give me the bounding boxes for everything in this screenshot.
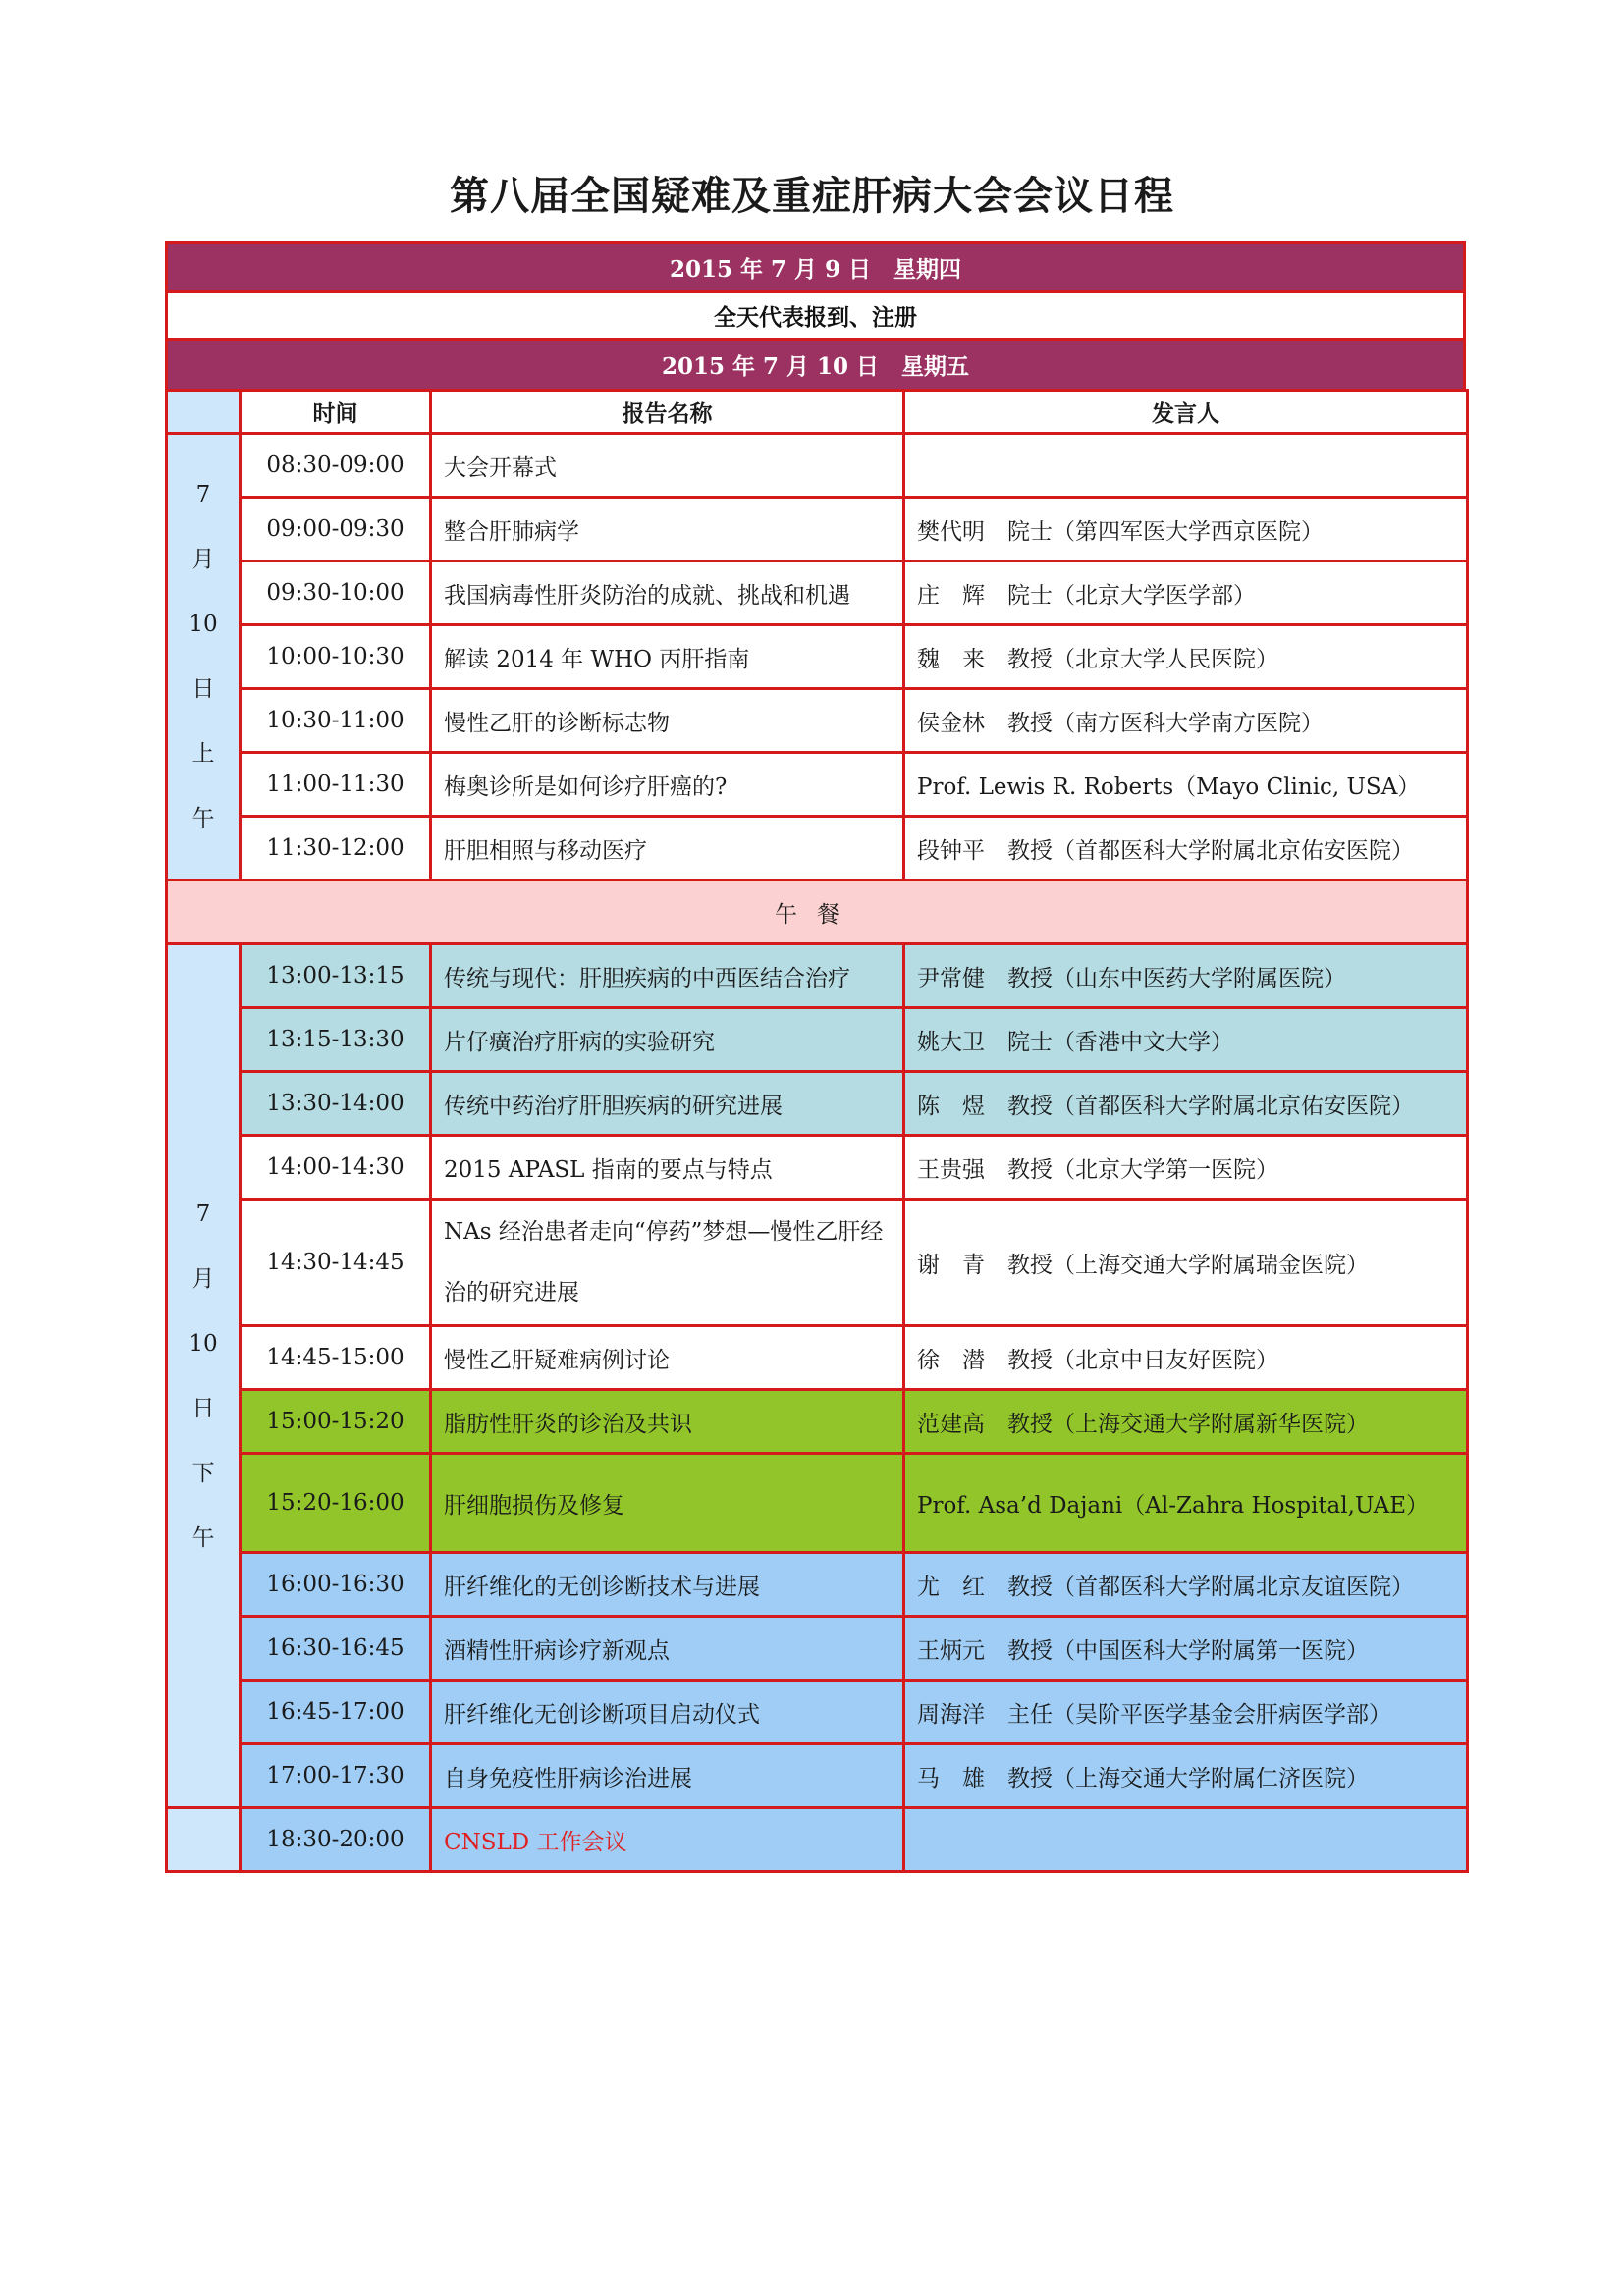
table-row (167, 1326, 1468, 1390)
time-cell: 14:30-14:45 (241, 1200, 431, 1326)
evening-row (167, 1808, 1468, 1872)
topic-cell: 肝纤维化无创诊断项目启动仪式 (431, 1681, 904, 1744)
topic-cell: 肝细胞损伤及修复 (431, 1454, 904, 1553)
speaker-cell (904, 1808, 1468, 1872)
time-cell: 13:00-13:15 (241, 944, 431, 1008)
time-cell: 10:00-10:30 (241, 625, 431, 689)
time-cell: 17:00-17:30 (241, 1744, 431, 1808)
table-row (167, 1390, 1468, 1454)
topic-cell: 传统中药治疗肝胆疾病的研究进展 (431, 1072, 904, 1136)
header-speaker: 发言人 (904, 391, 1468, 434)
day2-date-band (165, 338, 1466, 392)
speaker-cell: 庄 辉 院士（北京大学医学部） (904, 561, 1468, 625)
topic-cell: 片仔癀治疗肝病的实验研究 (431, 1008, 904, 1072)
speaker-cell: 尤 红 教授（首都医科大学附属北京友谊医院） (904, 1553, 1468, 1617)
speaker-cell: 侯金林 教授（南方医科大学南方医院） (904, 689, 1468, 753)
header-row (167, 391, 1468, 434)
topic-cell: 解读 2014 年 WHO 丙肝指南 (431, 625, 904, 689)
time-cell: 11:30-12:00 (241, 817, 431, 881)
speaker-cell: 魏 来 教授（北京大学人民医院） (904, 625, 1468, 689)
day2-date: 2015 年 7 月 10 日 星期五 (661, 353, 970, 380)
table-row (167, 1454, 1468, 1553)
topic-cell: 慢性乙肝疑难病例讨论 (431, 1326, 904, 1390)
speaker-cell (904, 434, 1468, 498)
speaker-cell: 王炳元 教授（中国医科大学附属第一医院） (904, 1617, 1468, 1681)
topic-cell: CNSLD 工作会议 (431, 1808, 904, 1872)
table-row (167, 498, 1468, 561)
speaker-cell: 周海洋 主任（吴阶平医学基金会肝病医学部） (904, 1681, 1468, 1744)
speaker-cell: 樊代明 院士（第四军医大学西京医院） (904, 498, 1468, 561)
topic-cell: 肝胆相照与移动医疗 (431, 817, 904, 881)
topic-cell: 传统与现代：肝胆疾病的中西医结合治疗 (431, 944, 904, 1008)
topic-cell: 自身免疫性肝病诊治进展 (431, 1744, 904, 1808)
topic-cell: 梅奥诊所是如何诊疗肝癌的? (431, 753, 904, 817)
speaker-cell: Prof. Asa’d Dajani（Al-Zahra Hospital,UAE） (904, 1454, 1468, 1553)
speaker-cell: 段钟平 教授（首都医科大学附属北京佑安医院） (904, 817, 1468, 881)
table-row (167, 1200, 1468, 1326)
header-topic: 报告名称 (431, 391, 904, 434)
table-row (167, 1008, 1468, 1072)
day1-activity-band (165, 290, 1466, 341)
speaker-cell: 陈 煜 教授（首都医科大学附属北京佑安医院） (904, 1072, 1468, 1136)
time-cell: 16:00-16:30 (241, 1553, 431, 1617)
speaker-cell: 姚大卫 院士（香港中文大学） (904, 1008, 1468, 1072)
topic-cell: 慢性乙肝的诊断标志物 (431, 689, 904, 753)
time-cell: 15:00-15:20 (241, 1390, 431, 1454)
topic-cell: 我国病毒性肝炎防治的成就、挑战和机遇 (431, 561, 904, 625)
table-row (167, 625, 1468, 689)
table-row (167, 1553, 1468, 1617)
time-cell: 10:30-11:00 (241, 689, 431, 753)
time-cell: 14:45-15:00 (241, 1326, 431, 1390)
table-row (167, 817, 1468, 881)
schedule-table (165, 389, 1469, 1873)
topic-cell: 整合肝肺病学 (431, 498, 904, 561)
time-cell: 09:00-09:30 (241, 498, 431, 561)
topic-cell: 大会开幕式 (431, 434, 904, 498)
lunch-label: 午餐 (167, 881, 1468, 944)
header-time: 时间 (241, 391, 431, 434)
topic-cell: NAs 经治患者走向“停药”梦想—慢性乙肝经治的研究进展 (431, 1200, 904, 1326)
time-cell: 09:30-10:00 (241, 561, 431, 625)
time-cell: 18:30-20:00 (241, 1808, 431, 1872)
lunch-row (167, 881, 1468, 944)
table-row (167, 1681, 1468, 1744)
time-cell: 15:20-16:00 (241, 1454, 431, 1553)
speaker-cell: 谢 青 教授（上海交通大学附属瑞金医院） (904, 1200, 1468, 1326)
speaker-cell: 马 雄 教授（上海交通大学附属仁济医院） (904, 1744, 1468, 1808)
speaker-cell: 王贵强 教授（北京大学第一医院） (904, 1136, 1468, 1200)
time-cell: 13:15-13:30 (241, 1008, 431, 1072)
day1-date-band (165, 241, 1466, 293)
table-row (167, 434, 1468, 498)
topic-cell: 酒精性肝病诊疗新观点 (431, 1617, 904, 1681)
time-cell: 13:30-14:00 (241, 1072, 431, 1136)
evening-blank-cell (167, 1808, 241, 1872)
speaker-cell: Prof. Lewis R. Roberts（Mayo Clinic, USA） (904, 753, 1468, 817)
time-cell: 14:00-14:30 (241, 1136, 431, 1200)
topic-cell: 脂肪性肝炎的诊治及共识 (431, 1390, 904, 1454)
table-row (167, 689, 1468, 753)
day1-date: 2015 年 7 月 9 日 星期四 (669, 255, 962, 283)
time-cell: 16:30-16:45 (241, 1617, 431, 1681)
table-row (167, 944, 1468, 1008)
speaker-cell: 范建高 教授（上海交通大学附属新华医院） (904, 1390, 1468, 1454)
speaker-cell: 徐 潜 教授（北京中日友好医院） (904, 1326, 1468, 1390)
speaker-cell: 尹常健 教授（山东中医药大学附属医院） (904, 944, 1468, 1008)
header-blank-cell (167, 391, 241, 434)
topic-cell: 肝纤维化的无创诊断技术与进展 (431, 1553, 904, 1617)
table-row (167, 1617, 1468, 1681)
table-row (167, 753, 1468, 817)
time-cell: 08:30-09:00 (241, 434, 431, 498)
day1-activity: 全天代表报到、注册 (714, 303, 917, 331)
table-row (167, 1136, 1468, 1200)
time-cell: 11:00-11:30 (241, 753, 431, 817)
page-title: 第八届全国疑难及重症肝病大会会议日程 (450, 174, 1174, 219)
table-row (167, 1072, 1468, 1136)
afternoon-day-label: 7 月 10 日 下 午 (167, 944, 241, 1808)
table-row (167, 1744, 1468, 1808)
time-cell: 16:45-17:00 (241, 1681, 431, 1744)
morning-day-label: 7 月 10 日 上 午 (167, 434, 241, 881)
table-row (167, 561, 1468, 625)
topic-cell: 2015 APASL 指南的要点与特点 (431, 1136, 904, 1200)
